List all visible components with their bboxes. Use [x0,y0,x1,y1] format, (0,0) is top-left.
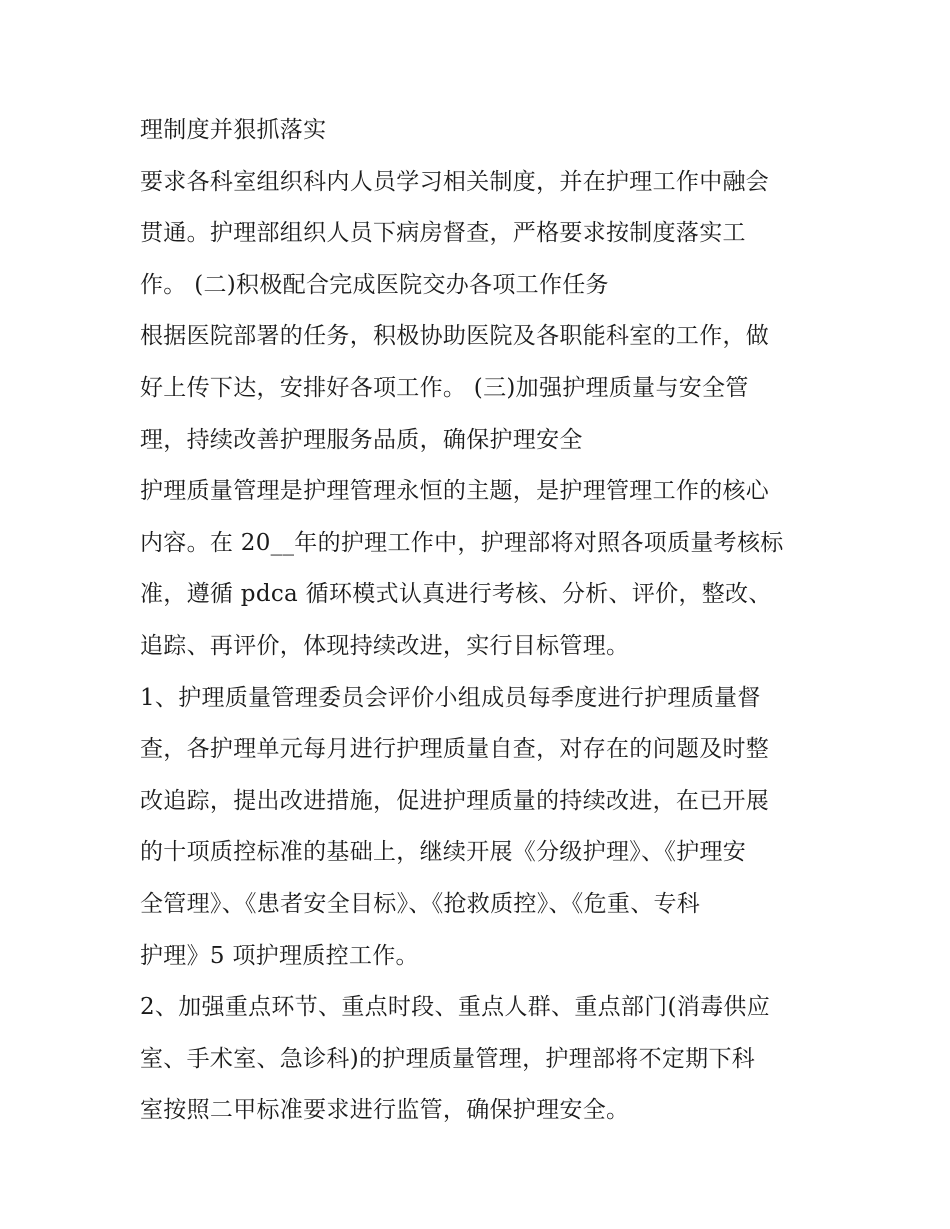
text-line: 的十项质控标准的基础上，继续开展《分级护理》、《护理安 [140,839,747,866]
text-line: 2、加强重点环节、重点时段、重点人群、重点部门(消毒供应 [140,994,771,1021]
text-line: 根据医院部署的任务，积极协助医院及各职能科室的工作，做 [140,323,770,350]
text-line: 追踪、再评价，体现持续改进，实行目标管理。 [140,632,630,659]
text-line: 查，各护理单元每月进行护理质量自查，对存在的问题及时整 [140,736,770,763]
text-line: 室按照二甲标准要求进行监管，确保护理安全。 [140,1097,630,1124]
text-line: 准，遵循 pdca 循环模式认真进行考核、分析、评价，整改、 [140,581,772,608]
text-line: 贯通。护理部组织人员下病房督查，严格要求按制度落实工 [140,220,746,247]
text-line: 要求各科室组织科内人员学习相关制度，并在护理工作中融会 [140,168,770,195]
text-line: 室、手术室、急诊科)的护理质量管理，护理部将不定期下科 [140,1045,756,1072]
text-line: 作。 (二)积极配合完成医院交办各项工作任务 [140,271,609,298]
text-line: 护理质量管理是护理管理永恒的主题，是护理管理工作的核心 [140,478,770,505]
body-text [140,110,820,1142]
text-line: 改追踪，提出改进措施，促进护理质量的持续改进，在已开展 [140,787,770,814]
text-line: 内容。在 20__年的护理工作中，护理部将对照各项质量考核标 [140,529,784,556]
text-line: 理制度并狠抓落实 [140,117,327,143]
text-line: 理，持续改善护理服务品质，确保护理安全 [140,426,583,453]
text-line: 全管理》、《患者安全目标》、《抢救质控》、《危重、专科 [140,890,701,917]
text-line: 好上传下达，安排好各项工作。 (三)加强护理质量与安全管 [140,374,749,401]
text-line: 护理》5 项护理质控工作。 [140,942,419,969]
text-line: 1、护理质量管理委员会评价小组成员每季度进行护理质量督 [140,684,761,711]
